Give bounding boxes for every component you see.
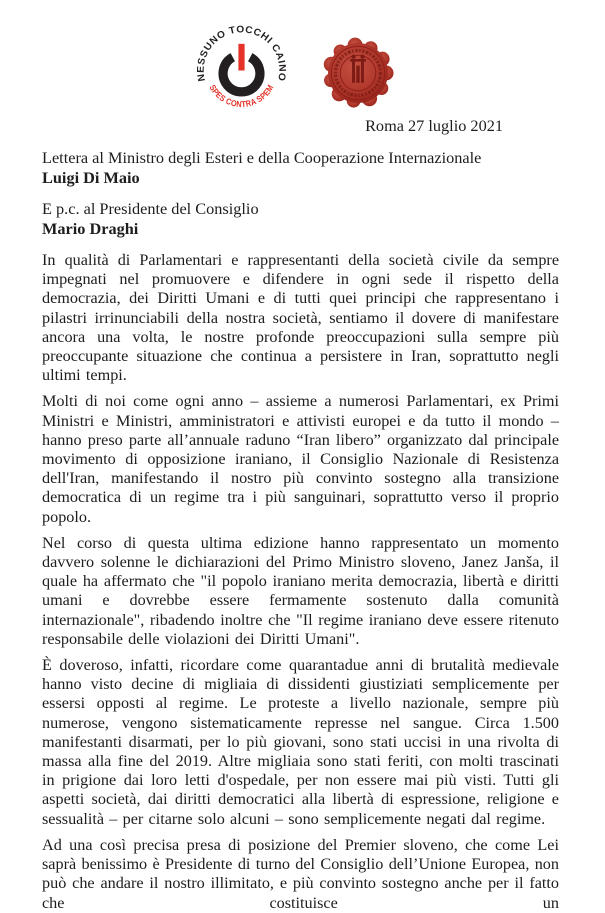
- letter-date: Roma 27 luglio 2021: [365, 116, 503, 135]
- wax-seal-logo: [311, 30, 405, 116]
- letterhead: [42, 0, 559, 116]
- ntc-bottom-arc-text: SPES CONTRA SPEM: [207, 81, 277, 110]
- paragraph-5-truncated: Ad una così precisa presa di posizione del Premier sloveno, che come Lei saprà benissimo è Presidente di turno del Consiglio dell’Unione Europea, non può che andare il nostro illimitato, e più convinto sostegno anche per il fatto che costituisce un: [42, 835, 559, 912]
- recipient-block: [42, 148, 559, 188]
- cc-name: Mario Draghi: [42, 219, 139, 238]
- ntc-top-arc-text: NESSUNO TOCCHI CAINO: [195, 24, 288, 83]
- paragraph-4: È doveroso, infatti, ricordare come quarantadue anni di brutalità medievale hanno visto decine di migliaia di dissidenti giustiziati semplicemente per essersi opposti al regime. Le proteste a livello nazionale, sempre più numerose, vengono sistematicamente represse nel sangue. Circa 1.500 manifestanti disarmati, per lo più giovani, sono stati uccisi in una rivolta di massa alla fine del 2019. Altre migliaia sono stati feriti, con molti trascinati in prigione dai loro letti d'ospedale, per non essere mai più visti. Tutti gli aspetti società, dai diritti democratici alla libertà di espressione, religione e sessualità – per citarne solo alcuni – sono semplicemente negati dal regime.: [42, 656, 559, 828]
- recipient-name: Luigi Di Maio: [42, 168, 140, 187]
- recipient-line: Lettera al Ministro degli Esteri e della Cooperazione Internazionale: [42, 148, 482, 167]
- letter-body: [42, 251, 559, 913]
- paragraph-1: In qualità di Parlamentari e rappresentanti della società civile da sempre impegnati nel promuovere e difendere in ogni sede il rispetto della democrazia, dei Diritti Umani e di tutti quei principi che rappresentano i pilastri irrinunciabili della nostra società, sentiamo il dovere di manifestare ancora una volta, le nostre profonde preoccupazioni sulla sempre più preoccupante situazione che continua a persistere in Iran, soprattutto negli ultimi tempi.: [42, 251, 559, 385]
- paragraph-3: Nel corso di questa ultima edizione hanno rappresentato un momento davvero solenne le dichiarazioni del Primo Ministro sloveno, Janez Janša, il quale ha affermato che "il popolo iraniano merita democrazia, libertà e diritti umani e dovrebbe essere fermamente sostenuto dalla comunità internazionale", ribadendo inoltre che "Il regime iraniano deve essere ritenuto responsabile delle violazioni dei Diritti Umani".: [42, 533, 559, 648]
- power-bar-icon: [238, 44, 244, 71]
- cc-block: [42, 199, 559, 239]
- nessuno-tocchi-caino-logo: [193, 22, 290, 119]
- paragraph-2: Molti di noi come ogni anno – assieme a numerosi Parlamentari, ex Primi Ministri e Ministri, amministratori e attivisti europei e da tutto il mondo – hanno preso parte all’annuale raduno “Iran libero” organizzato dal principale movimento di opposizione iraniano, il Consiglio Nazionale di Resistenza dell'Iran, manifestando il nostro più convinto sostegno alla transizione democratica di un regime tra i più sanguinari, soprattutto verso il proprio popolo.: [42, 392, 559, 526]
- cc-line: E p.c. al Presidente del Consiglio: [42, 199, 259, 218]
